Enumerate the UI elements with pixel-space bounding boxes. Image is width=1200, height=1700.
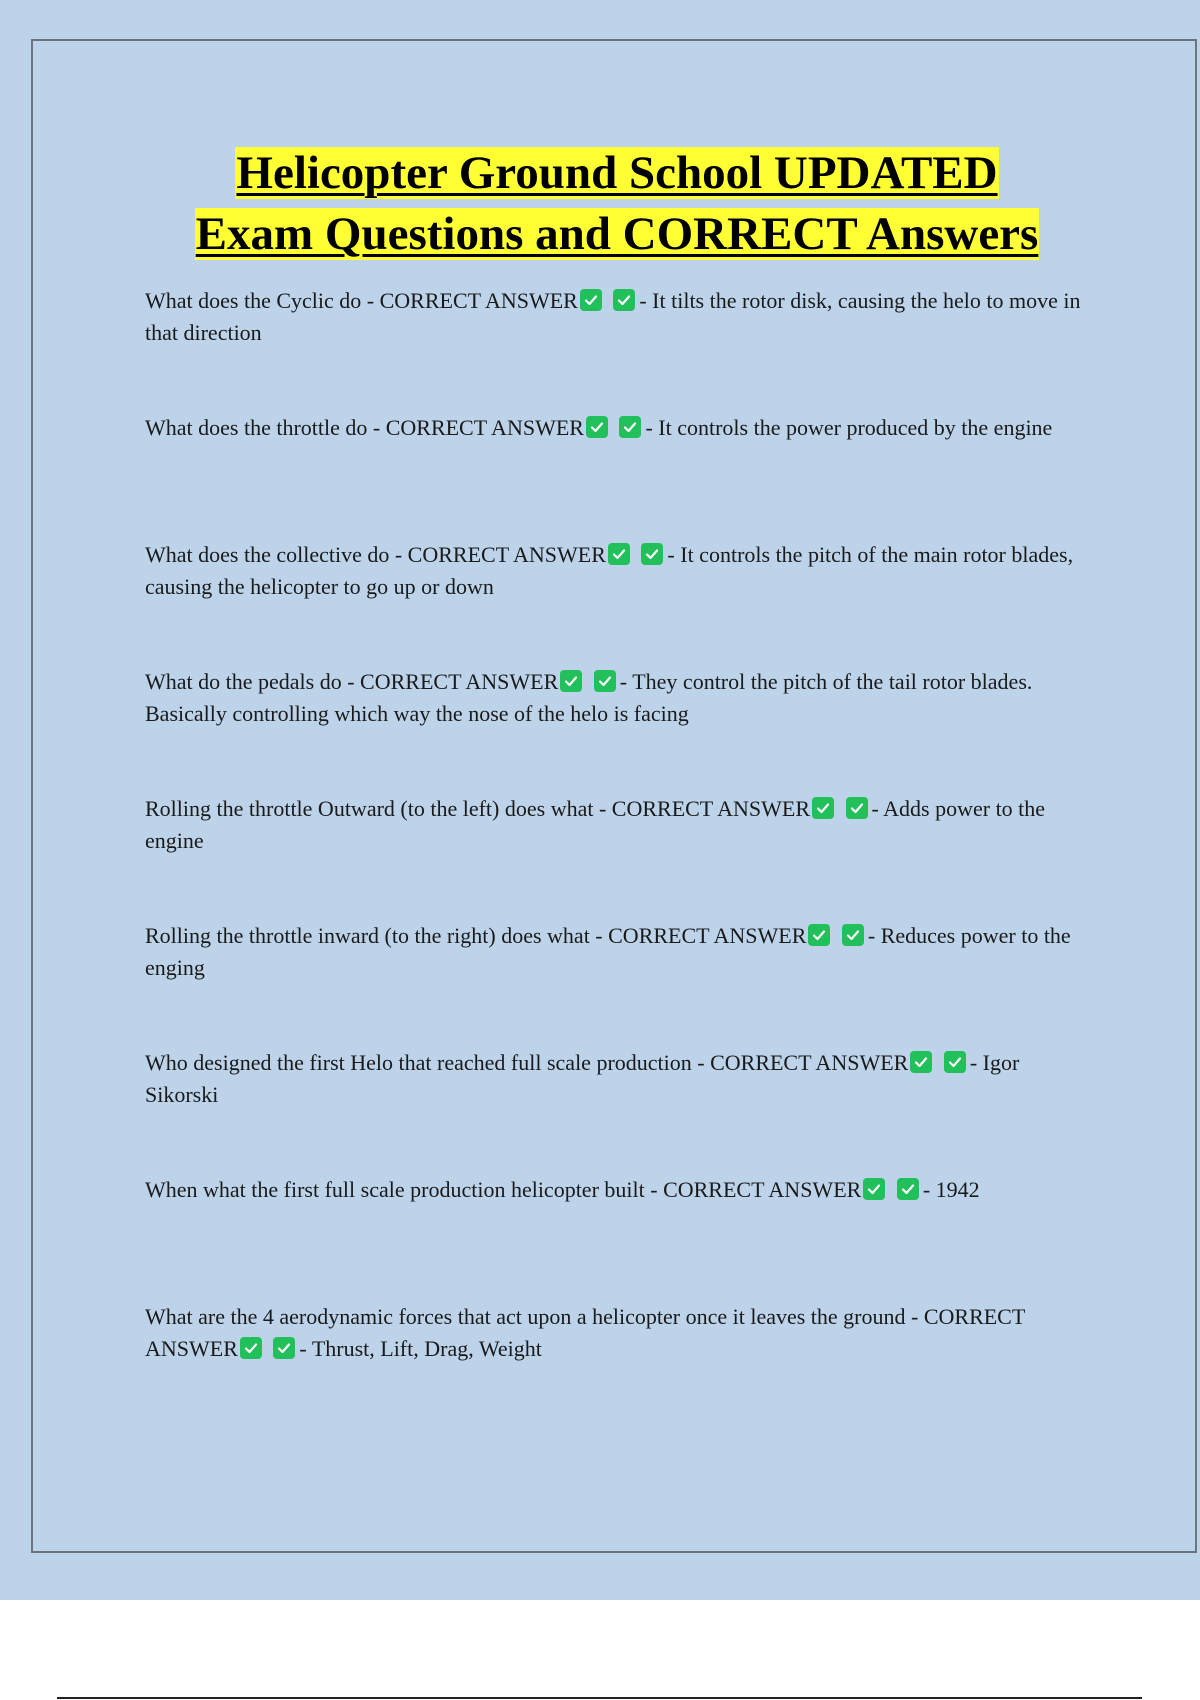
check-mark-icon bbox=[808, 924, 830, 946]
title-line-2: Exam Questions and CORRECT Answers bbox=[195, 208, 1039, 260]
qa-item bbox=[145, 920, 1090, 1047]
check-mark-icon bbox=[560, 670, 582, 692]
question-text: Rolling the throttle inward (to the right) does what - CORRECT ANSWER bbox=[145, 923, 807, 948]
question-text: What does the Cyclic do - CORRECT ANSWER bbox=[145, 288, 578, 313]
check-mark-icon bbox=[580, 289, 602, 311]
title-line-1: Helicopter Ground School UPDATED bbox=[236, 147, 998, 199]
qa-item bbox=[145, 412, 1090, 539]
check-mark-icon bbox=[863, 1178, 885, 1200]
check-mark-icon bbox=[586, 416, 608, 438]
question-text: What do the pedals do - CORRECT ANSWER bbox=[145, 669, 559, 694]
answer-text: - Reduces power to the enging bbox=[145, 923, 1071, 980]
qa-item bbox=[145, 285, 1090, 412]
bottom-divider bbox=[57, 1697, 1142, 1699]
question-text: When what the first full scale production helicopter built - CORRECT ANSWER bbox=[145, 1177, 862, 1202]
question-text: What are the 4 aerodynamic forces that act upon a helicopter once it leaves the ground - CORRECT ANSWER bbox=[145, 1304, 1025, 1361]
question-text: What does the throttle do - CORRECT ANSWER bbox=[145, 415, 584, 440]
check-mark-icon bbox=[910, 1051, 932, 1073]
answer-text: - Thrust, Lift, Drag, Weight bbox=[299, 1336, 542, 1361]
check-mark-icon bbox=[608, 543, 630, 565]
qa-item bbox=[145, 1174, 1090, 1301]
check-mark-icon bbox=[613, 289, 635, 311]
answer-text: - They control the pitch of the tail rotor blades. Basically controlling which way the nose of the helo is facing bbox=[145, 669, 1033, 726]
check-mark-icon bbox=[842, 924, 864, 946]
check-mark-icon bbox=[944, 1051, 966, 1073]
question-text: Who designed the first Helo that reached full scale production - CORRECT ANSWER bbox=[145, 1050, 909, 1075]
check-mark-icon bbox=[594, 670, 616, 692]
answer-text: - It controls the pitch of the main rotor blades, causing the helicopter to go up or down bbox=[145, 542, 1074, 599]
qa-list bbox=[145, 285, 1090, 1428]
check-mark-icon bbox=[619, 416, 641, 438]
qa-item bbox=[145, 1301, 1090, 1428]
check-mark-icon bbox=[240, 1337, 262, 1359]
check-mark-icon bbox=[273, 1337, 295, 1359]
check-mark-icon bbox=[641, 543, 663, 565]
qa-item bbox=[145, 1047, 1090, 1174]
answer-text: - It tilts the rotor disk, causing the helo to move in that direction bbox=[145, 288, 1081, 345]
question-text: What does the collective do - CORRECT ANSWER bbox=[145, 542, 606, 567]
qa-item bbox=[145, 793, 1090, 920]
qa-item bbox=[145, 539, 1090, 666]
qa-item bbox=[145, 666, 1090, 793]
check-mark-icon bbox=[812, 797, 834, 819]
question-text: Rolling the throttle Outward (to the left) does what - CORRECT ANSWER bbox=[145, 796, 811, 821]
answer-text: - Igor Sikorski bbox=[145, 1050, 1020, 1107]
answer-text: - Adds power to the engine bbox=[145, 796, 1046, 853]
check-mark-icon bbox=[897, 1178, 919, 1200]
document-title bbox=[31, 143, 1200, 265]
check-mark-icon bbox=[846, 797, 868, 819]
answer-text: - It controls the power produced by the engine bbox=[645, 415, 1053, 440]
answer-text: - 1942 bbox=[922, 1177, 980, 1202]
